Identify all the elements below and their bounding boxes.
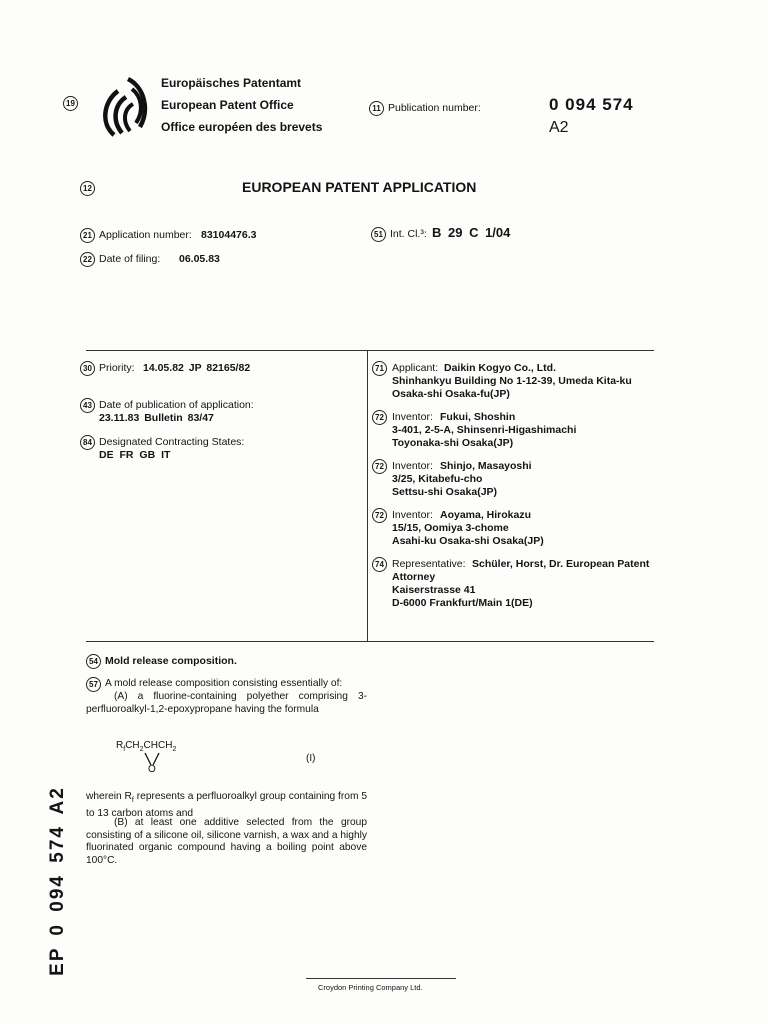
- inid-code-11: 11: [369, 101, 384, 116]
- abstract-intro: A mold release composition consisting essentially of:: [105, 678, 343, 689]
- representative-address-2: D-6000 Frankfurt/Main 1(DE): [392, 597, 533, 609]
- inid-code-74: 74: [372, 557, 387, 572]
- inid-code-22: 22: [80, 252, 95, 267]
- inventor-address-2: Asahi-ku Osaka-shi Osaka(JP): [392, 535, 544, 547]
- publication-date-value: 23.11.83 Bulletin 83/47: [99, 412, 214, 424]
- intcl-label: Int. Cl.³:: [390, 228, 427, 240]
- representative-title: Attorney: [392, 571, 436, 583]
- office-name-de: Europäisches Patentamt: [161, 76, 302, 90]
- inventor-label: Inventor:: [392, 411, 433, 423]
- inventor-name: Shinjo, Masayoshi: [440, 460, 532, 472]
- invention-title: Mold release composition.: [105, 655, 237, 667]
- inid-code-72: 72: [372, 508, 387, 523]
- abstract-component-b: (B) at least one additive selected from the group consisting of a silicone oil, silicone varnish, a wax and a highly fluorinated organic compound having a boiling point above 100°C.: [86, 817, 367, 866]
- intcl-value: B 29 C 1/04: [432, 225, 511, 240]
- priority-label: Priority:: [99, 362, 135, 374]
- formula-oxygen: O: [148, 764, 156, 775]
- column-divider: [367, 351, 368, 641]
- abstract-component-a: (A) a fluorine-containing polyether comprising 3-perfluoroalkyl-1,2-epoxypropane having the formula: [86, 691, 367, 715]
- inventor-label: Inventor:: [392, 509, 433, 521]
- priority-value: 14.05.82 JP 82165/82: [143, 362, 251, 374]
- applicant-address-2: Osaka-shi Osaka-fu(JP): [392, 388, 510, 400]
- inid-code-12: 12: [80, 181, 95, 196]
- designated-label: Designated Contracting States:: [99, 436, 245, 448]
- inventor-address-2: Settsu-shi Osaka(JP): [392, 486, 498, 498]
- filing-date: 06.05.83: [179, 253, 220, 265]
- inid-code-72: 72: [372, 410, 387, 425]
- abstract-wherein: wherein $R_f$ represents a perfluoroalkyl group containing from 5 to 13 carbon atoms and: [86, 791, 367, 819]
- epo-logo-icon: [98, 75, 156, 137]
- office-name-fr: Office européen des brevets: [161, 120, 323, 134]
- filing-label: Date of filing:: [99, 253, 161, 265]
- bottom-divider: [86, 641, 654, 642]
- formula-number: (I): [306, 753, 316, 764]
- kind-code: A2: [549, 119, 569, 136]
- representative-label: Representative:: [392, 558, 466, 570]
- inventor-address-2: Toyonaka-shi Osaka(JP): [392, 437, 514, 449]
- inid-code-71: 71: [372, 361, 387, 376]
- printer-credit: Croydon Printing Company Ltd.: [318, 983, 423, 992]
- applicant-address-1: Shinhankyu Building No 1-12-39, Umeda Kita-ku: [392, 375, 632, 387]
- publication-number: 0 094 574: [549, 95, 634, 114]
- inid-code-30: 30: [80, 361, 95, 376]
- designated-value: DE FR GB IT: [99, 449, 171, 461]
- document-title: EUROPEAN PATENT APPLICATION: [242, 179, 477, 195]
- inventor-label: Inventor:: [392, 460, 433, 472]
- footer-rule: [306, 978, 456, 979]
- inid-code-21: 21: [80, 228, 95, 243]
- applicant-label: Applicant:: [392, 362, 439, 374]
- inid-code-84: 84: [80, 435, 95, 450]
- inventor-address-1: 3/25, Kitabefu-cho: [392, 473, 483, 485]
- top-divider: [86, 350, 654, 351]
- representative-name: Schüler, Horst, Dr. European Patent: [472, 558, 650, 570]
- office-name-en: European Patent Office: [161, 98, 294, 112]
- publication-label: Publication number:: [388, 102, 481, 114]
- publication-date-label: Date of publication of application:: [99, 399, 254, 411]
- inid-code-19: 19: [63, 96, 78, 111]
- representative-address-1: Kaiserstrasse 41: [392, 584, 476, 596]
- chemical-formula: $R_fCH_2CHCH_2$: [116, 740, 177, 753]
- inventor-address-1: 3-401, 2-5-A, Shinsenri-Higashimachi: [392, 424, 577, 436]
- applicant-name: Daikin Kogyo Co., Ltd.: [444, 362, 556, 374]
- inventor-address-1: 15/15, Oomiya 3-chome: [392, 522, 509, 534]
- inid-code-57: 57: [86, 677, 101, 692]
- side-publication-label: EP 0 094 574 A2: [47, 786, 68, 976]
- application-label: Application number:: [99, 229, 192, 241]
- inventor-name: Fukui, Shoshin: [440, 411, 516, 423]
- inid-code-51: 51: [371, 227, 386, 242]
- inid-code-72: 72: [372, 459, 387, 474]
- inid-code-43: 43: [80, 398, 95, 413]
- inid-code-54: 54: [86, 654, 101, 669]
- application-number: 83104476.3: [201, 229, 257, 241]
- inventor-name: Aoyama, Hirokazu: [440, 509, 532, 521]
